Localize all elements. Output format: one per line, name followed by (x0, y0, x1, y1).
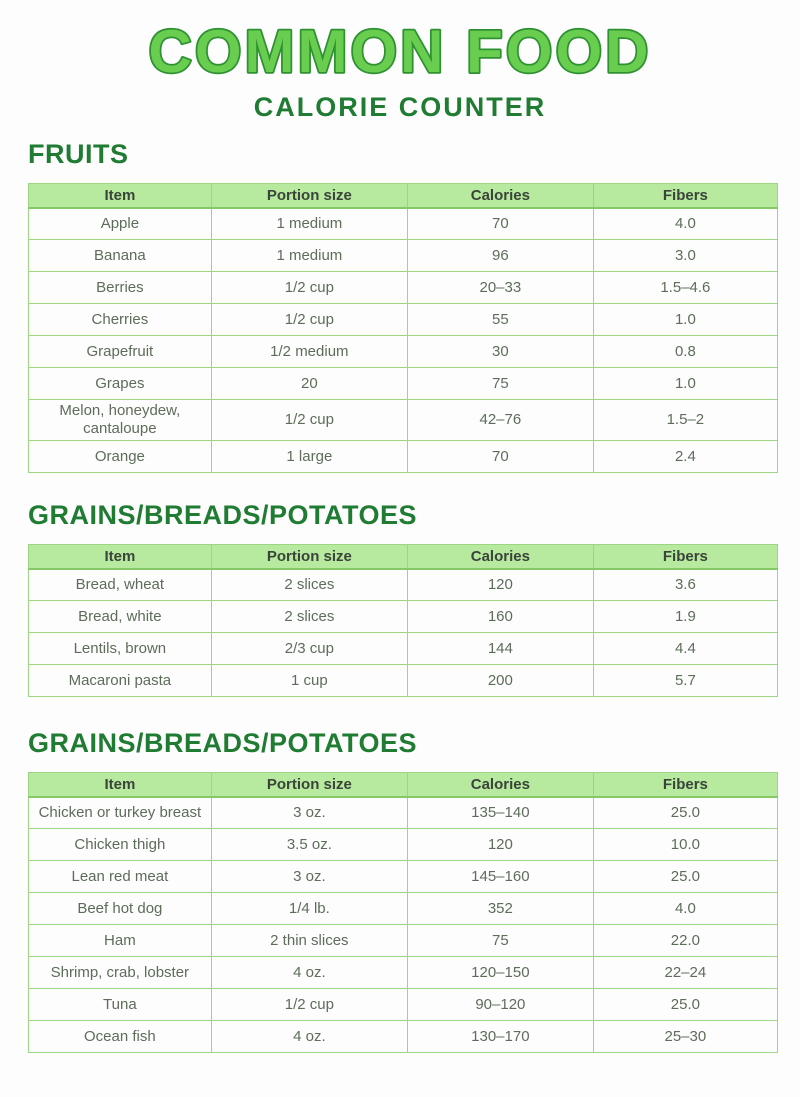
cell-portion: 1 medium (211, 208, 407, 240)
cell-item: Ham (29, 925, 212, 957)
cell-calories: 120 (407, 569, 593, 601)
column-header-portion: Portion size (211, 184, 407, 208)
cell-portion: 1/2 cup (211, 989, 407, 1021)
section-heading-meats: GRAINS/BREADS/POTATOES (28, 728, 418, 758)
table-row (29, 665, 778, 697)
column-header-fibers: Fibers (593, 773, 777, 797)
cell-calories: 160 (407, 601, 593, 633)
table-row (29, 208, 778, 240)
cell-portion: 1 cup (211, 665, 407, 697)
grains-table (28, 544, 778, 697)
cell-calories: 130–170 (407, 1021, 593, 1053)
cell-calories: 42–76 (407, 400, 593, 441)
cell-fibers: 25.0 (593, 797, 777, 829)
cell-portion: 2/3 cup (211, 633, 407, 665)
cell-fibers: 3.0 (593, 240, 777, 272)
cell-fibers: 2.4 (593, 441, 777, 473)
cell-fibers: 22.0 (593, 925, 777, 957)
cell-calories: 96 (407, 240, 593, 272)
cell-portion: 2 slices (211, 569, 407, 601)
cell-portion: 3.5 oz. (211, 829, 407, 861)
page-title: COMMON FOOD (148, 18, 652, 85)
table-row (29, 441, 778, 473)
cell-portion: 1 large (211, 441, 407, 473)
cell-item: Beef hot dog (29, 893, 212, 925)
cell-fibers: 22–24 (593, 957, 777, 989)
table-row (29, 1021, 778, 1053)
cell-portion: 1 medium (211, 240, 407, 272)
table-row (29, 957, 778, 989)
cell-calories: 145–160 (407, 861, 593, 893)
cell-item: Orange (29, 441, 212, 473)
cell-fibers: 4.0 (593, 893, 777, 925)
cell-calories: 70 (407, 208, 593, 240)
table-row (29, 925, 778, 957)
meats-table (28, 772, 778, 1053)
cell-calories: 135–140 (407, 797, 593, 829)
cell-calories: 30 (407, 336, 593, 368)
cell-calories: 55 (407, 304, 593, 336)
cell-calories: 90–120 (407, 989, 593, 1021)
cell-portion: 4 oz. (211, 957, 407, 989)
cell-portion: 3 oz. (211, 797, 407, 829)
table-row (29, 601, 778, 633)
table-header-row (29, 773, 778, 797)
table-row (29, 633, 778, 665)
cell-fibers: 25–30 (593, 1021, 777, 1053)
cell-fibers: 25.0 (593, 861, 777, 893)
cell-portion: 1/4 lb. (211, 893, 407, 925)
cell-portion: 1/2 cup (211, 400, 407, 441)
table-row (29, 569, 778, 601)
cell-fibers: 1.9 (593, 601, 777, 633)
cell-item: Apple (29, 208, 212, 240)
cell-fibers: 1.0 (593, 368, 777, 400)
cell-fibers: 4.0 (593, 208, 777, 240)
cell-item: Bread, white (29, 601, 212, 633)
table-row (29, 304, 778, 336)
column-header-fibers: Fibers (593, 184, 777, 208)
table-row (29, 368, 778, 400)
page-subtitle: CALORIE COUNTER (253, 92, 547, 122)
cell-portion: 4 oz. (211, 1021, 407, 1053)
cell-portion: 1/2 cup (211, 272, 407, 304)
cell-item: Melon, honeydew, cantaloupe (29, 400, 212, 441)
cell-calories: 75 (407, 925, 593, 957)
cell-item: Macaroni pasta (29, 665, 212, 697)
cell-calories: 120 (407, 829, 593, 861)
table-row (29, 861, 778, 893)
page-title-bubble-art (28, 14, 772, 88)
cell-item: Bread, wheat (29, 569, 212, 601)
cell-fibers: 5.7 (593, 665, 777, 697)
table-row (29, 272, 778, 304)
cell-item: Tuna (29, 989, 212, 1021)
column-header-portion: Portion size (211, 773, 407, 797)
cell-calories: 75 (407, 368, 593, 400)
cell-fibers: 25.0 (593, 989, 777, 1021)
column-header-portion: Portion size (211, 545, 407, 569)
cell-calories: 20–33 (407, 272, 593, 304)
column-header-calories: Calories (407, 184, 593, 208)
table-row (29, 336, 778, 368)
cell-portion: 2 slices (211, 601, 407, 633)
column-header-item: Item (29, 545, 212, 569)
cell-item: Chicken or turkey breast (29, 797, 212, 829)
table-header-row (29, 184, 778, 208)
cell-fibers: 1.0 (593, 304, 777, 336)
cell-portion: 1/2 medium (211, 336, 407, 368)
cell-portion: 20 (211, 368, 407, 400)
table-row (29, 797, 778, 829)
cell-portion: 3 oz. (211, 861, 407, 893)
cell-fibers: 1.5–4.6 (593, 272, 777, 304)
cell-fibers: 3.6 (593, 569, 777, 601)
cell-fibers: 4.4 (593, 633, 777, 665)
cell-item: Grapefruit (29, 336, 212, 368)
column-header-fibers: Fibers (593, 545, 777, 569)
cell-item: Chicken thigh (29, 829, 212, 861)
table-row (29, 893, 778, 925)
section-heading-fruits: FRUITS (28, 139, 129, 169)
cell-item: Lean red meat (29, 861, 212, 893)
cell-item: Cherries (29, 304, 212, 336)
column-header-calories: Calories (407, 545, 593, 569)
table-row (29, 400, 778, 441)
column-header-item: Item (29, 773, 212, 797)
table-row (29, 829, 778, 861)
column-header-calories: Calories (407, 773, 593, 797)
cell-item: Ocean fish (29, 1021, 212, 1053)
table-row (29, 989, 778, 1021)
cell-calories: 70 (407, 441, 593, 473)
cell-fibers: 1.5–2 (593, 400, 777, 441)
cell-item: Lentils, brown (29, 633, 212, 665)
cell-item: Grapes (29, 368, 212, 400)
cell-item: Banana (29, 240, 212, 272)
section-heading-grains: GRAINS/BREADS/POTATOES (28, 500, 418, 530)
cell-calories: 352 (407, 893, 593, 925)
cell-calories: 144 (407, 633, 593, 665)
table-row (29, 240, 778, 272)
cell-portion: 2 thin slices (211, 925, 407, 957)
fruits-table (28, 183, 778, 473)
cell-calories: 200 (407, 665, 593, 697)
cell-item: Shrimp, crab, lobster (29, 957, 212, 989)
cell-fibers: 0.8 (593, 336, 777, 368)
column-header-item: Item (29, 184, 212, 208)
cell-item: Berries (29, 272, 212, 304)
cell-portion: 1/2 cup (211, 304, 407, 336)
table-header-row (29, 545, 778, 569)
cell-fibers: 10.0 (593, 829, 777, 861)
cell-calories: 120–150 (407, 957, 593, 989)
